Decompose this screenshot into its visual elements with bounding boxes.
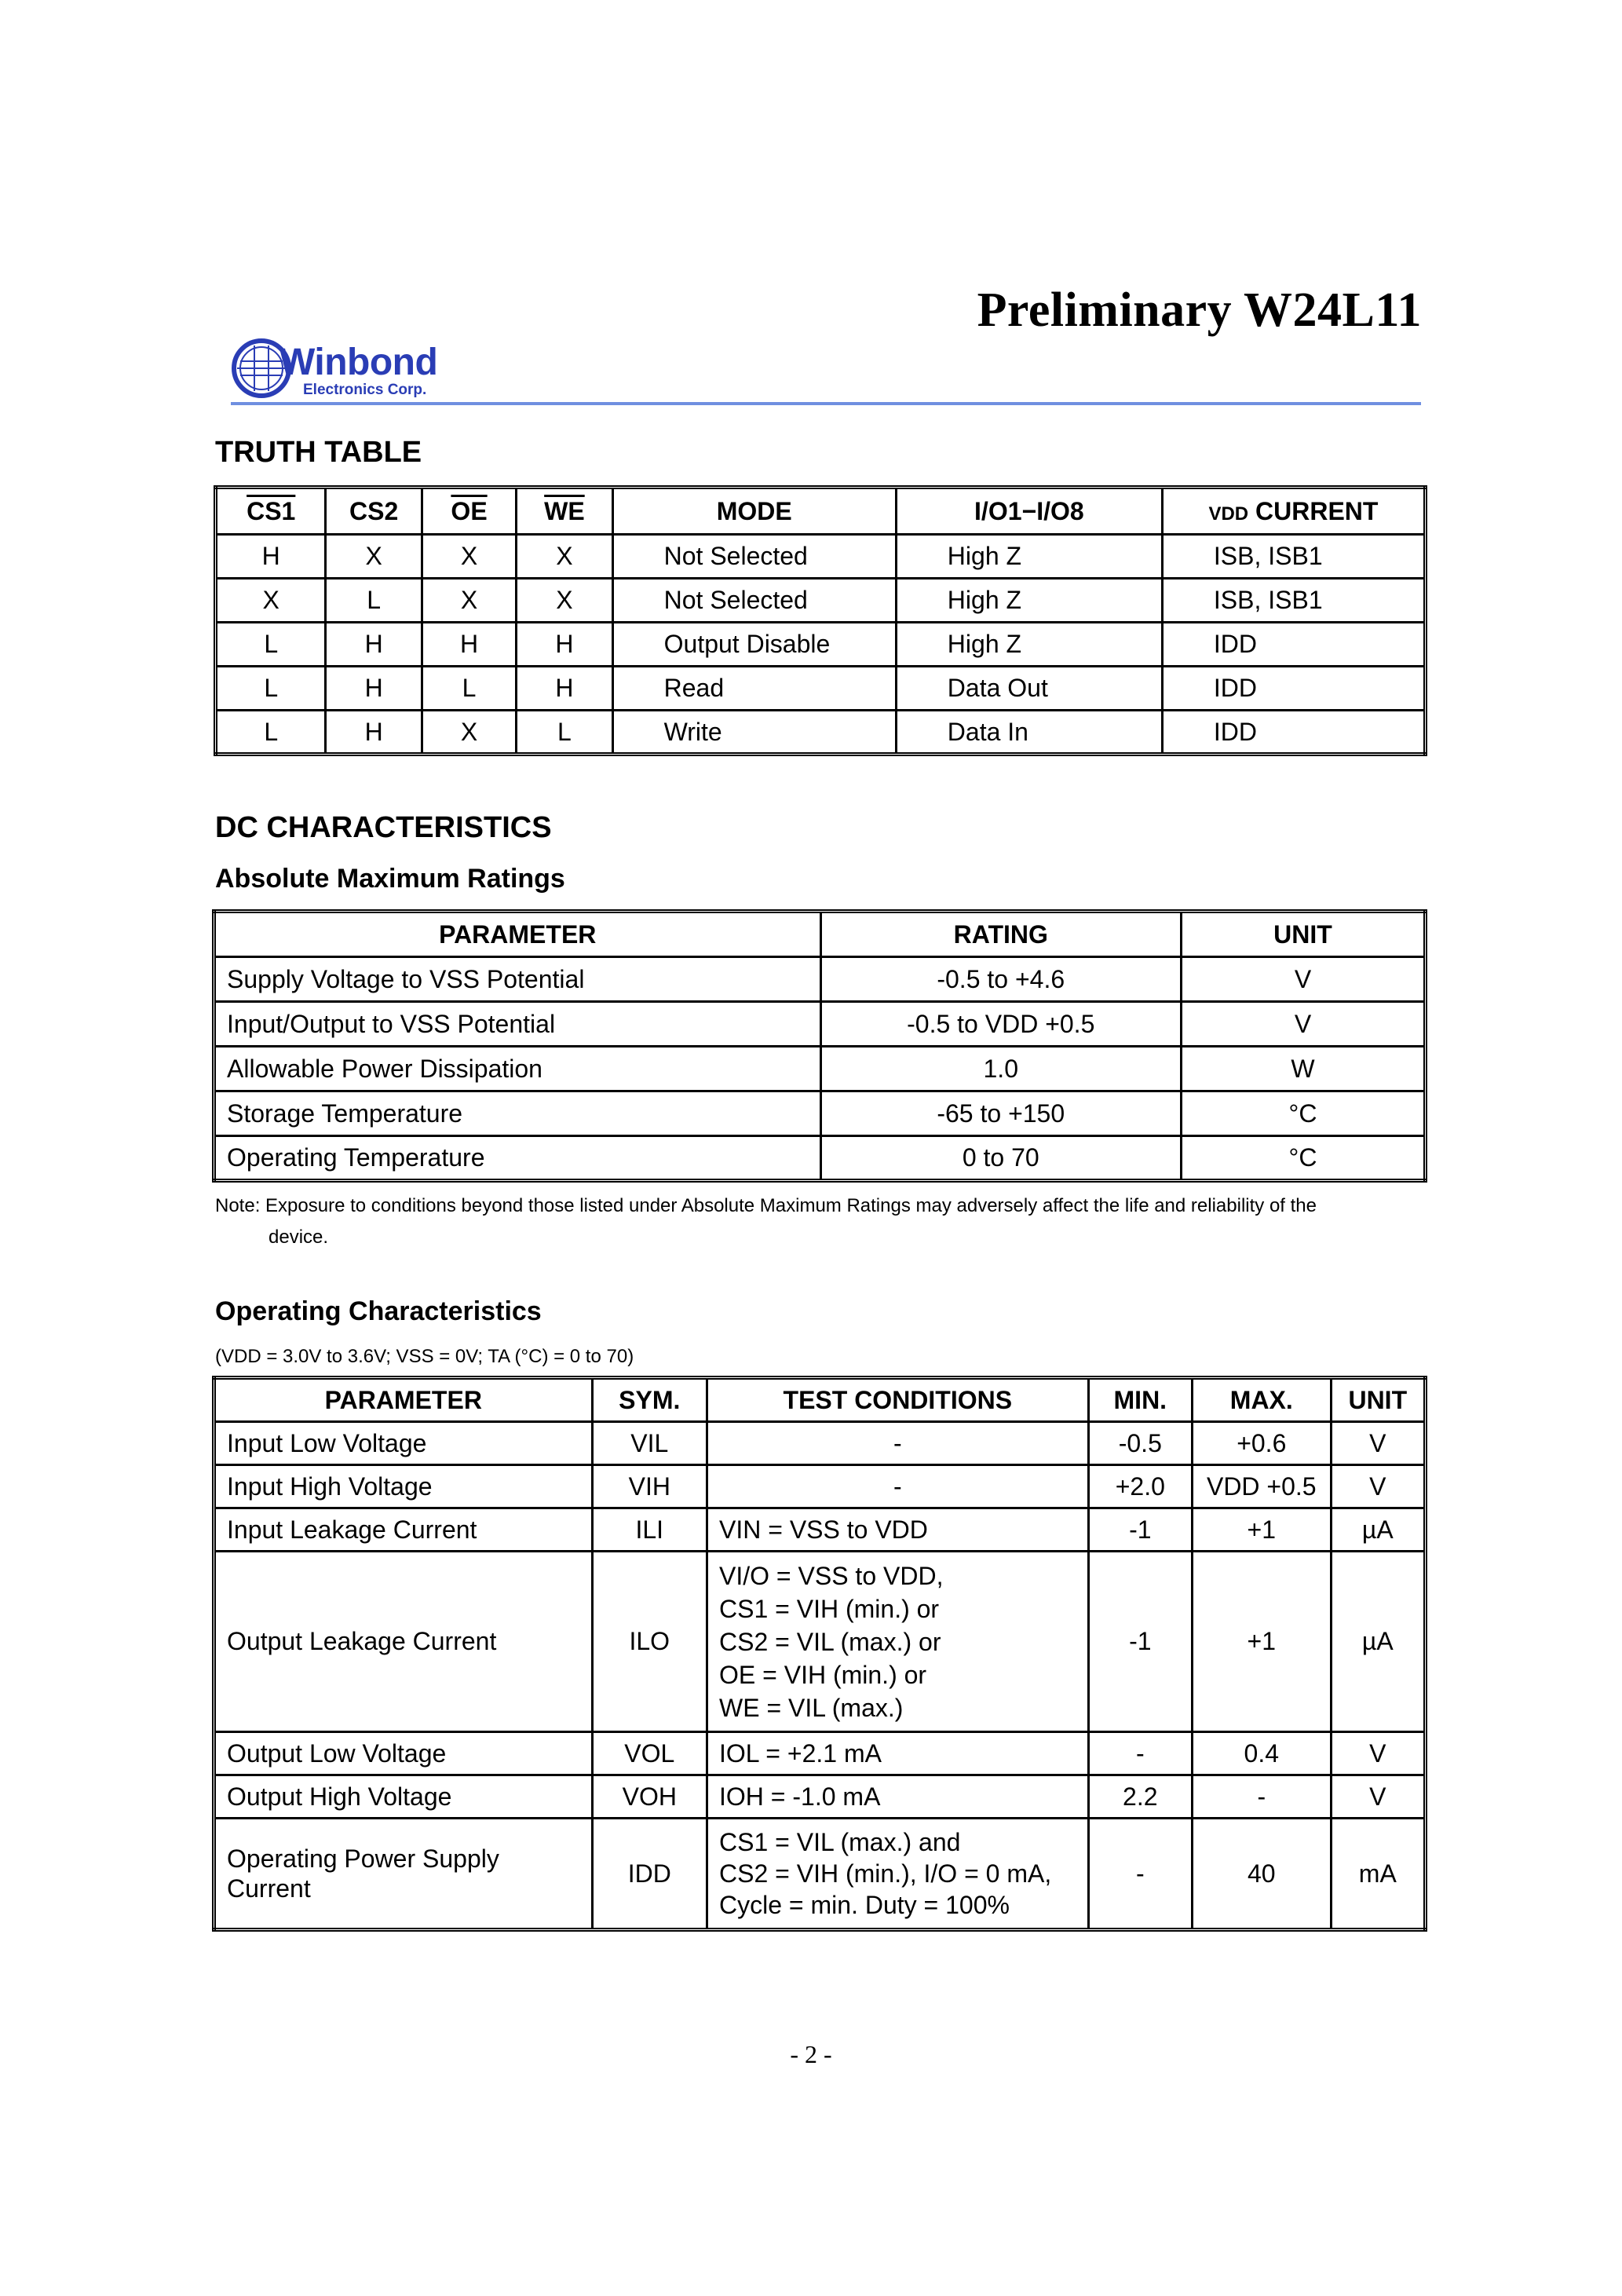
cell-conditions: [707, 1819, 1089, 1930]
col-current-prefix: VDD: [1208, 503, 1249, 525]
col-oe: $\overline{OE}$: [422, 488, 516, 535]
table-row: [216, 535, 1426, 579]
cell-max: +0.6: [1193, 1422, 1332, 1465]
col-sym: SYM.: [592, 1378, 707, 1422]
condition-line: Cycle = min. Duty = 100%: [719, 1891, 1010, 1919]
col-io: I/O1−I/O8: [896, 488, 1162, 535]
table-row: [214, 1508, 1426, 1552]
table-row: [214, 1465, 1426, 1508]
col-current: VDD CURRENT: [1162, 488, 1425, 535]
cell-sym: VOH: [592, 1775, 707, 1819]
cell-current: ISB, ISB1: [1162, 535, 1425, 579]
condition-line: CS2 = VIL (max.) or: [719, 1627, 941, 1656]
cell-parameter: Allowable Power Dissipation: [214, 1047, 821, 1091]
abs-max-heading: Absolute Maximum Ratings: [215, 864, 565, 894]
cell-unit: V: [1181, 1002, 1425, 1047]
cell-mode: Not Selected: [612, 579, 896, 623]
table-row: [216, 667, 1426, 711]
cell-mode: Not Selected: [612, 535, 896, 579]
cell-oe: X: [422, 579, 516, 623]
cell-parameter: Output Low Voltage: [214, 1732, 593, 1775]
cell-unit: µA: [1331, 1552, 1425, 1732]
cell-parameter: Input High Voltage: [214, 1465, 593, 1508]
cell-io: Data In: [896, 711, 1162, 755]
cell-io: High Z: [896, 579, 1162, 623]
cell-max: +1: [1193, 1508, 1332, 1552]
cell-parameter: Output High Voltage: [214, 1775, 593, 1819]
abs-max-table: [212, 909, 1427, 1183]
condition-line: CS1 = VIH (min.) or: [719, 1594, 940, 1623]
cell-mode: Output Disable: [612, 623, 896, 667]
col-min: MIN.: [1088, 1378, 1192, 1422]
note-line-2: device.: [269, 1227, 329, 1248]
cell-we: H: [517, 623, 612, 667]
cell-cs1: L: [216, 711, 326, 755]
cell-parameter: [214, 1819, 593, 1930]
cell-rating: 1.0: [820, 1047, 1181, 1091]
cell-max: 0.4: [1193, 1732, 1332, 1775]
cell-cs2: H: [326, 667, 422, 711]
cell-mode: Read: [612, 667, 896, 711]
cell-oe: H: [422, 623, 516, 667]
table-row: [214, 1047, 1426, 1091]
cell-min: -1: [1088, 1508, 1192, 1552]
cell-conditions: IOL = +2.1 mA: [707, 1732, 1089, 1775]
cell-conditions: IOH = -1.0 mA: [707, 1775, 1089, 1819]
table-row: [214, 1002, 1426, 1047]
cell-io: High Z: [896, 623, 1162, 667]
col-cs1: CS1: [216, 488, 326, 535]
cell-parameter: Output Leakage Current: [214, 1552, 593, 1732]
condition-line: WE = VIL (max.): [719, 1693, 904, 1722]
winbond-logo: [231, 338, 438, 404]
cell-current: ISB, ISB1: [1162, 579, 1425, 623]
cell-parameter: Storage Temperature: [214, 1091, 821, 1136]
cell-we: L: [517, 711, 612, 755]
col-unit: UNIT: [1181, 912, 1425, 957]
cell-cs1: X: [216, 579, 326, 623]
table-row: [214, 1422, 1426, 1465]
cell-unit: °C: [1181, 1136, 1425, 1181]
logo-brand: Winbond: [279, 342, 438, 383]
cell-rating: -65 to +150: [820, 1091, 1181, 1136]
cell-we: X: [517, 535, 612, 579]
cell-io: Data Out: [896, 667, 1162, 711]
truth-table-header-row: [216, 488, 1426, 535]
table-row: [214, 1775, 1426, 1819]
col-cs2: CS2: [326, 488, 422, 535]
cell-sym: VIH: [592, 1465, 707, 1508]
cell-mode: Write: [612, 711, 896, 755]
dc-heading: DC CHARACTERISTICS: [215, 811, 552, 844]
cell-unit: mA: [1331, 1819, 1425, 1930]
cell-unit: V: [1331, 1422, 1425, 1465]
col-parameter: PARAMETER: [214, 912, 821, 957]
cell-sym: ILI: [592, 1508, 707, 1552]
table-row: [216, 623, 1426, 667]
cell-parameter: Supply Voltage to VSS Potential: [214, 957, 821, 1002]
page-number: - 2 -: [790, 2040, 832, 2068]
cell-unit: V: [1331, 1775, 1425, 1819]
cell-cs2: H: [326, 623, 422, 667]
cell-cs1: L: [216, 667, 326, 711]
cell-sym: IDD: [592, 1819, 707, 1930]
cell-min: -1: [1088, 1552, 1192, 1732]
col-rating: RATING: [820, 912, 1181, 957]
cell-parameter: Input/Output to VSS Potential: [214, 1002, 821, 1047]
cell-unit: W: [1181, 1047, 1425, 1091]
cell-rating: -0.5 to VDD +0.5: [820, 1002, 1181, 1047]
cell-max: VDD +0.5: [1193, 1465, 1332, 1508]
cell-current: IDD: [1162, 623, 1425, 667]
op-char-header-row: [214, 1378, 1426, 1422]
abs-max-header-row: [214, 912, 1426, 957]
table-row: [214, 957, 1426, 1002]
condition-line: CS2 = VIH (min.), I/O = 0 mA,: [719, 1859, 1052, 1888]
abs-max-note: [215, 1190, 1424, 1253]
cell-unit: V: [1181, 957, 1425, 1002]
cell-oe: X: [422, 535, 516, 579]
header-rule: [231, 402, 1421, 405]
cell-cs1: L: [216, 623, 326, 667]
cell-conditions: [707, 1552, 1089, 1732]
document-title: Preliminary W24L11: [977, 283, 1422, 337]
cell-parameter: Operating Temperature: [214, 1136, 821, 1181]
cell-unit: µA: [1331, 1508, 1425, 1552]
cell-min: 2.2: [1088, 1775, 1192, 1819]
cell-cs1: H: [216, 535, 326, 579]
cell-max: +1: [1193, 1552, 1332, 1732]
cell-sym: VIL: [592, 1422, 707, 1465]
cell-max: -: [1193, 1775, 1332, 1819]
col-mode: MODE: [612, 488, 896, 535]
cell-we: X: [517, 579, 612, 623]
table-row: [214, 1091, 1426, 1136]
note-line-1: Note: Exposure to conditions beyond those listed under Absolute Maximum Ratings may adversely affect the life and reliability of the: [215, 1195, 1317, 1216]
cell-sym: VOL: [592, 1732, 707, 1775]
cell-conditions: -: [707, 1465, 1089, 1508]
cell-min: +2.0: [1088, 1465, 1192, 1508]
cell-current: IDD: [1162, 711, 1425, 755]
condition-line: VI/O = VSS to VDD,: [719, 1561, 944, 1590]
col-unit: UNIT: [1331, 1378, 1425, 1422]
cell-cs2: X: [326, 535, 422, 579]
condition-line: CS1 = VIL (max.) and: [719, 1828, 961, 1856]
cell-conditions: VIN = VSS to VDD: [707, 1508, 1089, 1552]
cell-unit: V: [1331, 1465, 1425, 1508]
condition-line: OE = VIH (min.) or: [719, 1660, 927, 1689]
logo-subtitle: Electronics Corp.: [303, 382, 427, 398]
table-row: [214, 1732, 1426, 1775]
cell-oe: L: [422, 667, 516, 711]
col-max: MAX.: [1193, 1378, 1332, 1422]
cell-min: -: [1088, 1732, 1192, 1775]
cell-rating: 0 to 70: [820, 1136, 1181, 1181]
table-row: [214, 1136, 1426, 1181]
cell-rating: -0.5 to +4.6: [820, 957, 1181, 1002]
cell-parameter: Input Low Voltage: [214, 1422, 593, 1465]
cell-unit: V: [1331, 1732, 1425, 1775]
parameter-line: Operating Power Supply: [227, 1844, 499, 1873]
op-char-heading: Operating Characteristics: [215, 1296, 542, 1326]
truth-table-heading: TRUTH TABLE: [215, 436, 422, 469]
cell-unit: °C: [1181, 1091, 1425, 1136]
cell-io: High Z: [896, 535, 1162, 579]
col-parameter: PARAMETER: [214, 1378, 593, 1422]
truth-table: [214, 485, 1427, 756]
table-row: [214, 1819, 1426, 1930]
op-char-table: [212, 1376, 1427, 1932]
cell-max: 40: [1193, 1819, 1332, 1930]
parameter-line: Current: [227, 1874, 311, 1903]
cell-min: -: [1088, 1819, 1192, 1930]
cell-sym: ILO: [592, 1552, 707, 1732]
cell-cs2: H: [326, 711, 422, 755]
table-row: [214, 1552, 1426, 1732]
cell-conditions: -: [707, 1422, 1089, 1465]
op-conditions: (VDD = 3.0V to 3.6V; VSS = 0V; TA (°C) = 0 to 70): [215, 1346, 634, 1367]
cell-oe: X: [422, 711, 516, 755]
cell-cs2: L: [326, 579, 422, 623]
cell-we: H: [517, 667, 612, 711]
cell-min: -0.5: [1088, 1422, 1192, 1465]
col-test-conditions: TEST CONDITIONS: [707, 1378, 1089, 1422]
cell-parameter: Input Leakage Current: [214, 1508, 593, 1552]
cell-current: IDD: [1162, 667, 1425, 711]
col-we: $\overline{WE}$: [517, 488, 612, 535]
table-row: [216, 711, 1426, 755]
table-row: [216, 579, 1426, 623]
